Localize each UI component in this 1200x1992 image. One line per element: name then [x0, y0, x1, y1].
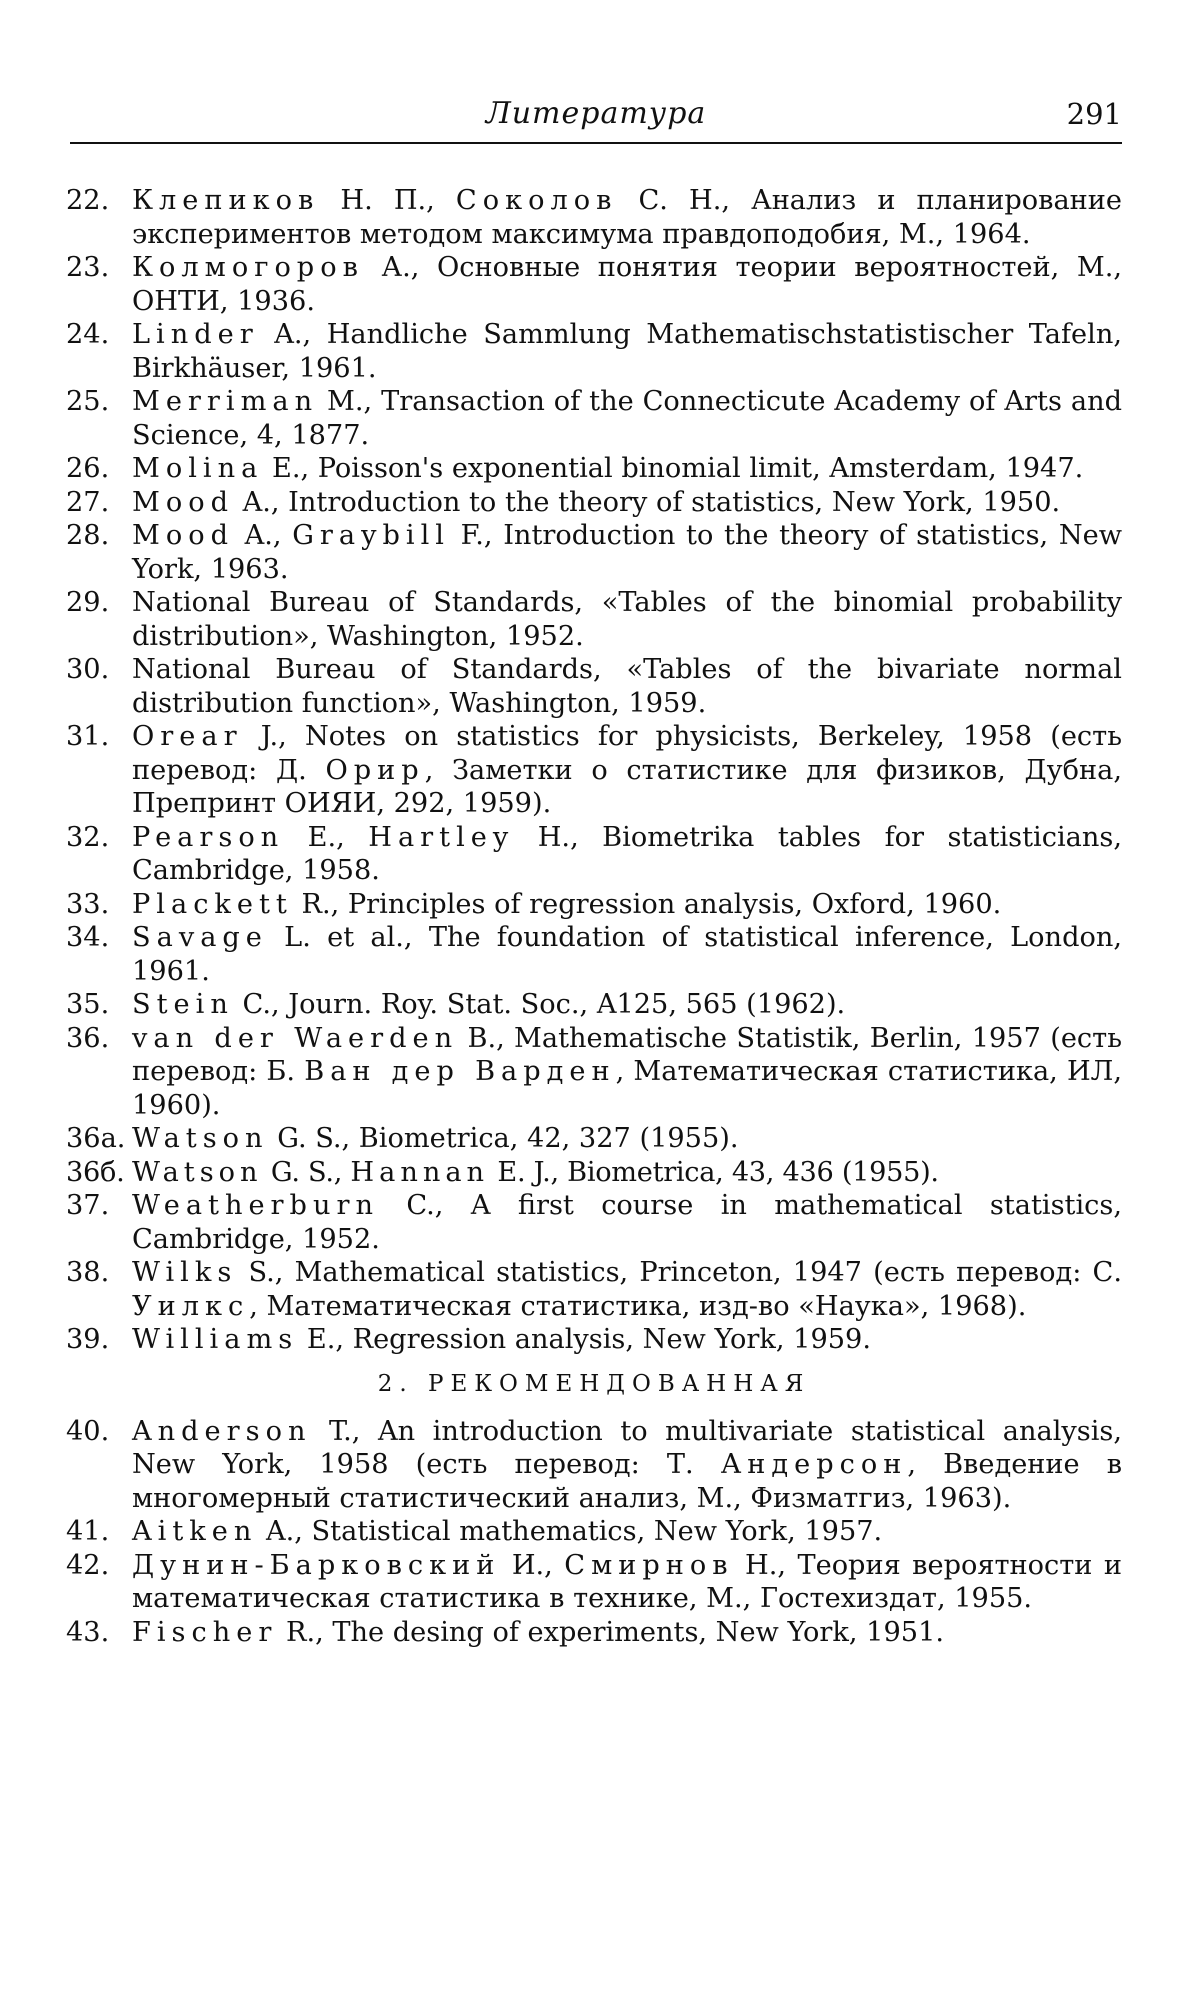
reference-author: Mood [132, 520, 234, 551]
reference-number: 38. [66, 1256, 109, 1290]
reference-text: S., Mathematical statistics, Princeton, 1947 (есть перевод: С. [237, 1257, 1122, 1288]
reference-author: Hannan [350, 1157, 489, 1188]
reference-item [66, 519, 1122, 586]
reference-number: 32. [66, 821, 109, 855]
reference-author: Колмогоров [132, 252, 364, 283]
reference-author: Molina [132, 453, 263, 484]
reference-text: F., Introduction to the theory of statistics, New York, 1963. [132, 520, 1122, 585]
reference-author: Mood [132, 487, 234, 518]
section-heading: 2. РЕКОМЕНДОВАННАЯ [66, 1369, 1122, 1399]
reference-author: Wilks [132, 1257, 237, 1288]
reference-item [66, 1022, 1122, 1123]
reference-number: 34. [66, 921, 109, 955]
reference-text: Н., Теория вероятности и математическая статистика в технике, М., Гостехиздат, 1955. [132, 1550, 1122, 1615]
reference-author: Watson [132, 1123, 269, 1154]
reference-item [66, 1156, 1122, 1190]
reference-text: R., The desing of experiments, New York, 1951. [277, 1617, 944, 1648]
reference-text: A., Handliche Sammlung Mathematischstatistischer Tafeln, Birkhäuser, 1961. [132, 319, 1122, 384]
reference-number: 25. [66, 385, 109, 419]
reference-number: 41. [66, 1515, 109, 1549]
reference-author: Plackett [132, 889, 293, 920]
reference-author: Weatherburn [132, 1190, 379, 1221]
reference-item [66, 486, 1122, 520]
reference-number: 43. [66, 1616, 109, 1650]
reference-item [66, 1122, 1122, 1156]
reference-text: A., Introduction to the theory of statistics, New York, 1950. [234, 487, 1060, 518]
reference-author: Aitken [132, 1516, 257, 1547]
reference-number: 36a. [66, 1122, 125, 1156]
reference-number: 37. [66, 1189, 109, 1223]
reference-item [66, 1415, 1122, 1516]
reference-author: Hartley [368, 822, 514, 853]
reference-item [66, 1549, 1122, 1616]
reference-author: Anderson [132, 1416, 311, 1447]
reference-number: 29. [66, 586, 109, 620]
page-number: 291 [1067, 96, 1122, 132]
reference-number: 26. [66, 452, 109, 486]
reference-item [66, 1515, 1122, 1549]
reference-text: , Математическая статистика, ИЛ, 1960). [132, 1056, 1122, 1121]
reference-item [66, 821, 1122, 888]
reference-text: , Введение в многомерный статистический анализ, М., Физматгиз, 1963). [132, 1449, 1122, 1514]
reference-number: 30. [66, 653, 109, 687]
reference-text: M., Transaction of the Connecticute Academy of Arts and Science, 4, 1877. [132, 386, 1122, 451]
reference-number: 40. [66, 1415, 109, 1449]
reference-item [66, 720, 1122, 821]
reference-number: 33. [66, 888, 109, 922]
reference-item [66, 251, 1122, 318]
reference-number: 42. [66, 1549, 109, 1583]
reference-item [66, 452, 1122, 486]
reference-number: 35. [66, 988, 109, 1022]
reference-text: E. J., Biometrica, 43, 436 (1955). [489, 1157, 939, 1188]
reference-number: 39. [66, 1323, 109, 1357]
reference-author: Соколов [456, 185, 617, 216]
reference-author: Pearson [132, 822, 284, 853]
reference-author: van der Waerden [132, 1023, 458, 1054]
reference-text: C., A first course in mathematical statistics, Cambridge, 1952. [132, 1190, 1122, 1255]
reference-text: National Bureau of Standards, «Tables of the bivariate normal distribution function», Washington, 1959. [132, 654, 1122, 719]
reference-item [66, 385, 1122, 452]
reference-item [66, 653, 1122, 720]
reference-text: , Заметки о статистике для физиков, Дубна, Препринт ОИЯИ, 292, 1959). [132, 755, 1122, 820]
reference-author: Клепиков [132, 185, 319, 216]
reference-number: 27. [66, 486, 109, 520]
reference-text: T., An introduction to multivariate statistical analysis, New York, 1958 (есть перевод: Т. [132, 1416, 1122, 1481]
reference-number: 23. [66, 251, 109, 285]
reference-text: С. Н., Анализ и планирование экспериментов методом максимума правдоподобия, М., 1964. [132, 185, 1122, 250]
reference-item [66, 586, 1122, 653]
reference-text: E., Regression analysis, New York, 1959. [298, 1324, 871, 1355]
reference-author: Уилкс [132, 1291, 249, 1322]
reference-author: Orear [132, 721, 243, 752]
reference-author: Graybill [292, 520, 450, 551]
reference-author: Linder [132, 319, 259, 350]
reference-text: И., [500, 1550, 564, 1581]
reference-author: Savage [132, 922, 268, 953]
reference-text: R., Principles of regression analysis, Oxford, 1960. [293, 889, 1001, 920]
reference-author: Андерсон [721, 1449, 908, 1480]
reference-item [66, 988, 1122, 1022]
reference-item [66, 1189, 1122, 1256]
reference-text: G. S., [263, 1157, 351, 1188]
reference-author: Орир [325, 755, 424, 786]
reference-author: Merriman [132, 386, 318, 417]
reference-author: Смирнов [564, 1550, 733, 1581]
reference-number: 31. [66, 720, 109, 754]
reference-item [66, 921, 1122, 988]
reference-text: E., Poisson's exponential binomial limit, Amsterdam, 1947. [263, 453, 1083, 484]
reference-text: , Математическая статистика, изд-во «Наука», 1968). [249, 1291, 1026, 1322]
reference-text: National Bureau of Standards, «Tables of the binomial probability distribution», Washington, 1952. [132, 587, 1122, 652]
reference-number: 22. [66, 184, 109, 218]
reference-number: 36б. [66, 1156, 124, 1190]
reference-text: A., Statistical mathematics, New York, 1957. [257, 1516, 882, 1547]
reference-item [66, 318, 1122, 385]
reference-author: Williams [132, 1324, 298, 1355]
reference-number: 36. [66, 1022, 109, 1056]
running-title: Литература [70, 96, 1122, 132]
reference-text: L. et al., The foundation of statistical inference, London, 1961. [132, 922, 1122, 987]
reference-author: Дунин-Барковский [132, 1550, 500, 1581]
reference-text: Н. П., [319, 185, 456, 216]
reference-text: B., Mathematische Statistik, Berlin, 1957 (есть перевод: Б. [132, 1023, 1122, 1088]
reference-item [66, 1256, 1122, 1323]
reference-text: J., Notes on statistics for physicists, Berkeley, 1958 (есть перевод: Д. [132, 721, 1122, 786]
reference-list [66, 184, 1122, 1649]
reference-number: 24. [66, 318, 109, 352]
reference-text: E., [284, 822, 368, 853]
header-rule [70, 142, 1122, 144]
reference-item [66, 1323, 1122, 1357]
reference-author: Fischer [132, 1617, 277, 1648]
reference-item [66, 888, 1122, 922]
reference-number: 28. [66, 519, 109, 553]
reference-author: Ван дер Варден [304, 1056, 615, 1087]
reference-item [66, 1616, 1122, 1650]
reference-text: H., Biometrika tables for statisticians, Cambridge, 1958. [132, 822, 1122, 887]
reference-text: A., [234, 520, 292, 551]
running-head [70, 96, 1122, 140]
reference-text: G. S., Biometrica, 42, 327 (1955). [269, 1123, 739, 1154]
reference-item [66, 184, 1122, 251]
reference-author: Stein [132, 989, 234, 1020]
reference-text: C., Journ. Roy. Stat. Soc., A125, 565 (1962). [234, 989, 845, 1020]
reference-text: А., Основные понятия теории вероятностей, М., ОНТИ, 1936. [132, 252, 1122, 317]
book-page [0, 0, 1200, 1992]
reference-author: Watson [132, 1157, 263, 1188]
